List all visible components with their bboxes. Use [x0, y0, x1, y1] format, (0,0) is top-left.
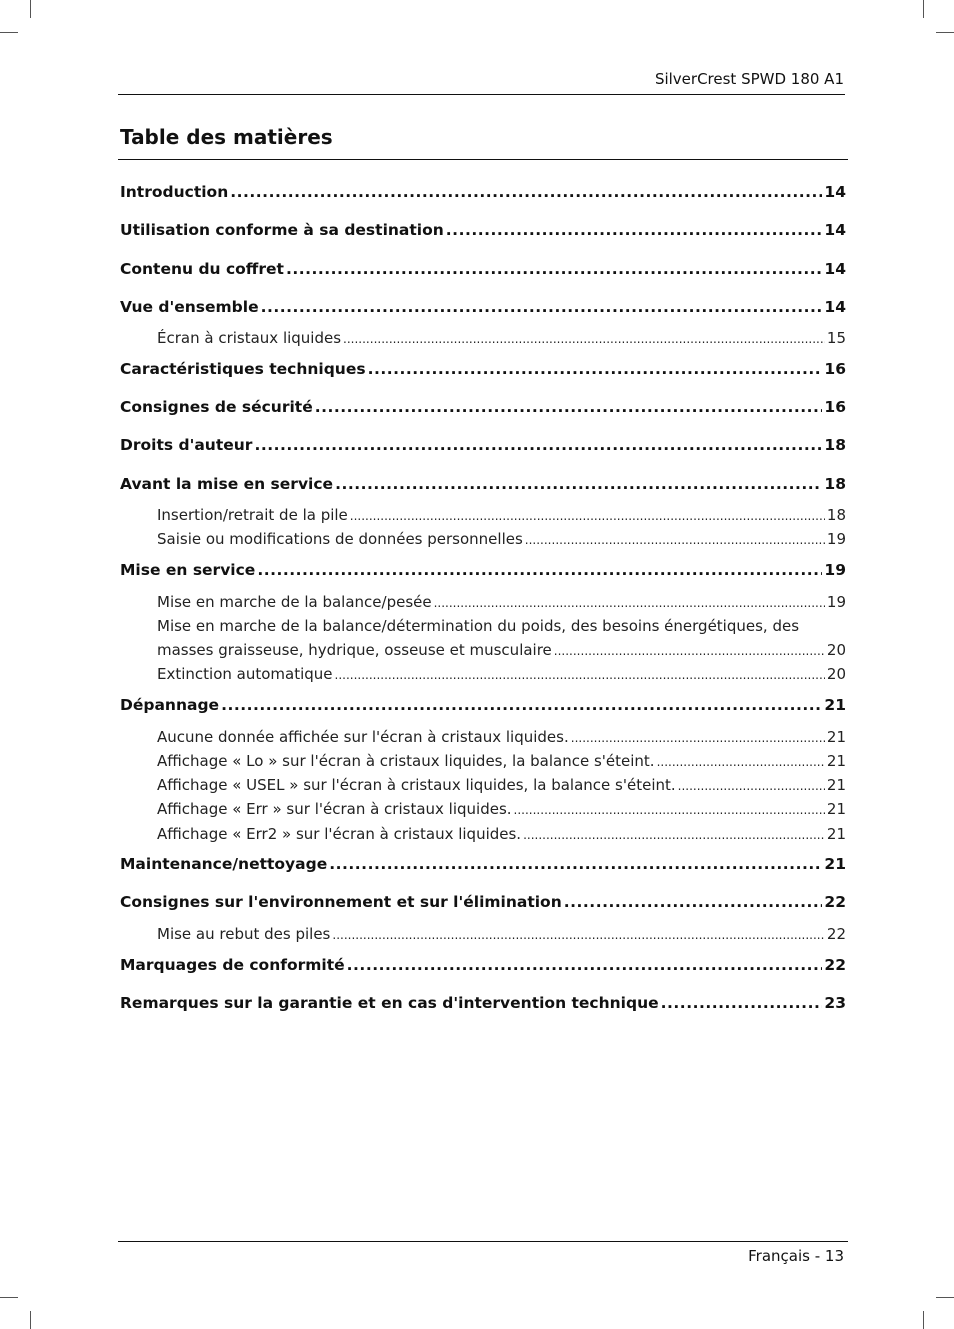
- dot-leader: [350, 506, 825, 524]
- toc-entry[interactable]: [120, 696, 846, 714]
- toc-subentry[interactable]: [157, 641, 846, 659]
- crop-mark: [923, 1311, 924, 1329]
- toc-page-number: 18: [826, 506, 846, 524]
- dot-leader: [335, 665, 825, 683]
- dot-leader: [434, 593, 825, 611]
- toc-page-number: 21: [824, 855, 846, 873]
- crop-mark: [0, 32, 18, 33]
- toc-entry-label: masses graisseuse, hydrique, osseuse et musculaire: [157, 641, 552, 659]
- toc-subentry[interactable]: [157, 752, 846, 770]
- toc-page-number: 14: [824, 260, 846, 278]
- dot-leader: [335, 475, 822, 493]
- crop-mark: [936, 1297, 954, 1298]
- toc-subentry[interactable]: [157, 825, 846, 843]
- toc-page-number: 20: [826, 641, 846, 659]
- toc-entry[interactable]: [120, 893, 846, 911]
- toc-page-number: 21: [826, 800, 846, 818]
- toc-entry-label: Affichage « Err2 » sur l'écran à cristaux liquides.: [157, 825, 522, 843]
- dot-leader: [564, 893, 823, 911]
- dot-leader: [329, 855, 822, 873]
- toc-subentry[interactable]: [157, 776, 846, 794]
- toc-entry-label: Consignes de sécurité: [120, 398, 313, 416]
- page-number: Français - 13: [748, 1247, 844, 1265]
- toc-page-number: 23: [824, 994, 846, 1012]
- toc-page-number: 16: [824, 398, 846, 416]
- toc-entry[interactable]: [120, 260, 846, 278]
- toc-subentry[interactable]: [157, 530, 846, 548]
- title-rule: [118, 159, 848, 160]
- toc-page-number: 19: [824, 561, 846, 579]
- crop-mark: [936, 32, 954, 33]
- toc-page-number: 21: [826, 752, 846, 770]
- toc-entry-label: Aucune donnée affichée sur l'écran à cristaux liquides.: [157, 728, 569, 746]
- toc-page-number: 22: [826, 925, 846, 943]
- toc-entry[interactable]: [120, 436, 846, 454]
- crop-mark: [923, 0, 924, 18]
- dot-leader: [554, 641, 825, 659]
- dot-leader: [343, 329, 825, 347]
- toc-entry-label: Consignes sur l'environnement et sur l'élimination: [120, 893, 562, 911]
- toc-subentry-continued[interactable]: Mise en marche de la balance/détermination du poids, des besoins énergétiques, des: [157, 617, 800, 635]
- dot-leader: [661, 994, 823, 1012]
- dot-leader: [254, 436, 822, 454]
- toc-page-number: 14: [824, 183, 846, 201]
- toc-entry-label: Contenu du coffret: [120, 260, 284, 278]
- toc-entry-label: Avant la mise en service: [120, 475, 334, 493]
- dot-leader: [221, 696, 822, 714]
- dot-leader: [368, 360, 823, 378]
- toc-subentry[interactable]: [157, 665, 846, 683]
- crop-mark: [30, 1311, 31, 1329]
- toc-entry[interactable]: [120, 183, 846, 201]
- dot-leader: [315, 398, 823, 416]
- toc-entry-label: Affichage « Err » sur l'écran à cristaux liquides.: [157, 800, 512, 818]
- dot-leader: [230, 183, 822, 201]
- toc-entry-label: Caractéristiques techniques: [120, 360, 366, 378]
- dot-leader: [257, 561, 822, 579]
- toc-entry-label: Mise en marche de la balance/pesée: [157, 593, 432, 611]
- toc-entry[interactable]: [120, 561, 846, 579]
- toc-page-number: 20: [826, 665, 846, 683]
- dot-leader: [332, 925, 825, 943]
- toc-entry-label: Vue d'ensemble: [120, 298, 259, 316]
- toc-subentry[interactable]: [157, 925, 846, 943]
- toc-entry[interactable]: [120, 221, 846, 239]
- running-header: SilverCrest SPWD 180 A1: [654, 70, 844, 88]
- toc-entry-label: Mise au rebut des piles: [157, 925, 331, 943]
- toc-entry-label: Affichage « Lo » sur l'écran à cristaux liquides, la balance s'éteint.: [157, 752, 655, 770]
- toc-page-number: 19: [826, 530, 846, 548]
- dot-leader: [525, 530, 825, 548]
- toc-entry-label: Droits d'auteur: [120, 436, 253, 454]
- toc-entry-label: Mise en service: [120, 561, 256, 579]
- toc-subentry[interactable]: [157, 593, 846, 611]
- toc-entry[interactable]: [120, 994, 846, 1012]
- toc-entry[interactable]: [120, 956, 846, 974]
- dot-leader: [286, 260, 822, 278]
- page-title: Table des matières: [120, 125, 333, 149]
- toc-entry-label: Affichage « USEL » sur l'écran à cristaux liquides, la balance s'éteint.: [157, 776, 676, 794]
- toc-entry-label: Marquages de conformité: [120, 956, 345, 974]
- toc-page-number: 14: [824, 221, 846, 239]
- toc-page-number: 18: [824, 475, 846, 493]
- toc-page-number: 19: [826, 593, 846, 611]
- toc-entry[interactable]: [120, 475, 846, 493]
- toc-page-number: 22: [824, 956, 846, 974]
- toc-entry-label: Remarques sur la garantie et en cas d'intervention technique: [120, 994, 659, 1012]
- toc-page-number: 14: [824, 298, 846, 316]
- crop-mark: [0, 1297, 18, 1298]
- dot-leader: [571, 728, 825, 746]
- toc-page-number: 21: [826, 776, 846, 794]
- dot-leader: [657, 752, 825, 770]
- dot-leader: [347, 956, 823, 974]
- toc-entry[interactable]: [120, 855, 846, 873]
- dot-leader: [261, 298, 823, 316]
- toc-entry-label: Extinction automatique: [157, 665, 333, 683]
- toc-entry-label: Écran à cristaux liquides: [157, 329, 342, 347]
- dot-leader: [514, 800, 825, 818]
- toc-entry-label: Saisie ou modifications de données personnelles: [157, 530, 523, 548]
- dot-leader: [523, 825, 825, 843]
- toc-page-number: 22: [824, 893, 846, 911]
- toc-entry-label: Dépannage: [120, 696, 220, 714]
- toc-entry-label: Utilisation conforme à sa destination: [120, 221, 444, 239]
- crop-mark: [30, 0, 31, 18]
- toc-subentry[interactable]: [157, 728, 846, 746]
- toc-entry[interactable]: [120, 398, 846, 416]
- toc-page-number: 21: [824, 696, 846, 714]
- toc-page-number: 18: [824, 436, 846, 454]
- toc-page-number: 21: [826, 728, 846, 746]
- dot-leader: [446, 221, 823, 239]
- toc-entry[interactable]: [120, 360, 846, 378]
- toc-page-number: 21: [826, 825, 846, 843]
- toc-subentry[interactable]: [157, 506, 846, 524]
- toc-entry-label: Insertion/retrait de la pile: [157, 506, 348, 524]
- footer-rule: [118, 1241, 848, 1242]
- header-rule: [118, 94, 845, 95]
- dot-leader: [678, 776, 825, 794]
- toc-page-number: 16: [824, 360, 846, 378]
- toc-entry-label: Introduction: [120, 183, 229, 201]
- toc-entry[interactable]: [120, 298, 846, 316]
- toc-subentry[interactable]: [157, 800, 846, 818]
- toc-page-number: 15: [826, 329, 846, 347]
- toc-subentry[interactable]: [157, 329, 846, 347]
- toc-entry-label: Maintenance/nettoyage: [120, 855, 328, 873]
